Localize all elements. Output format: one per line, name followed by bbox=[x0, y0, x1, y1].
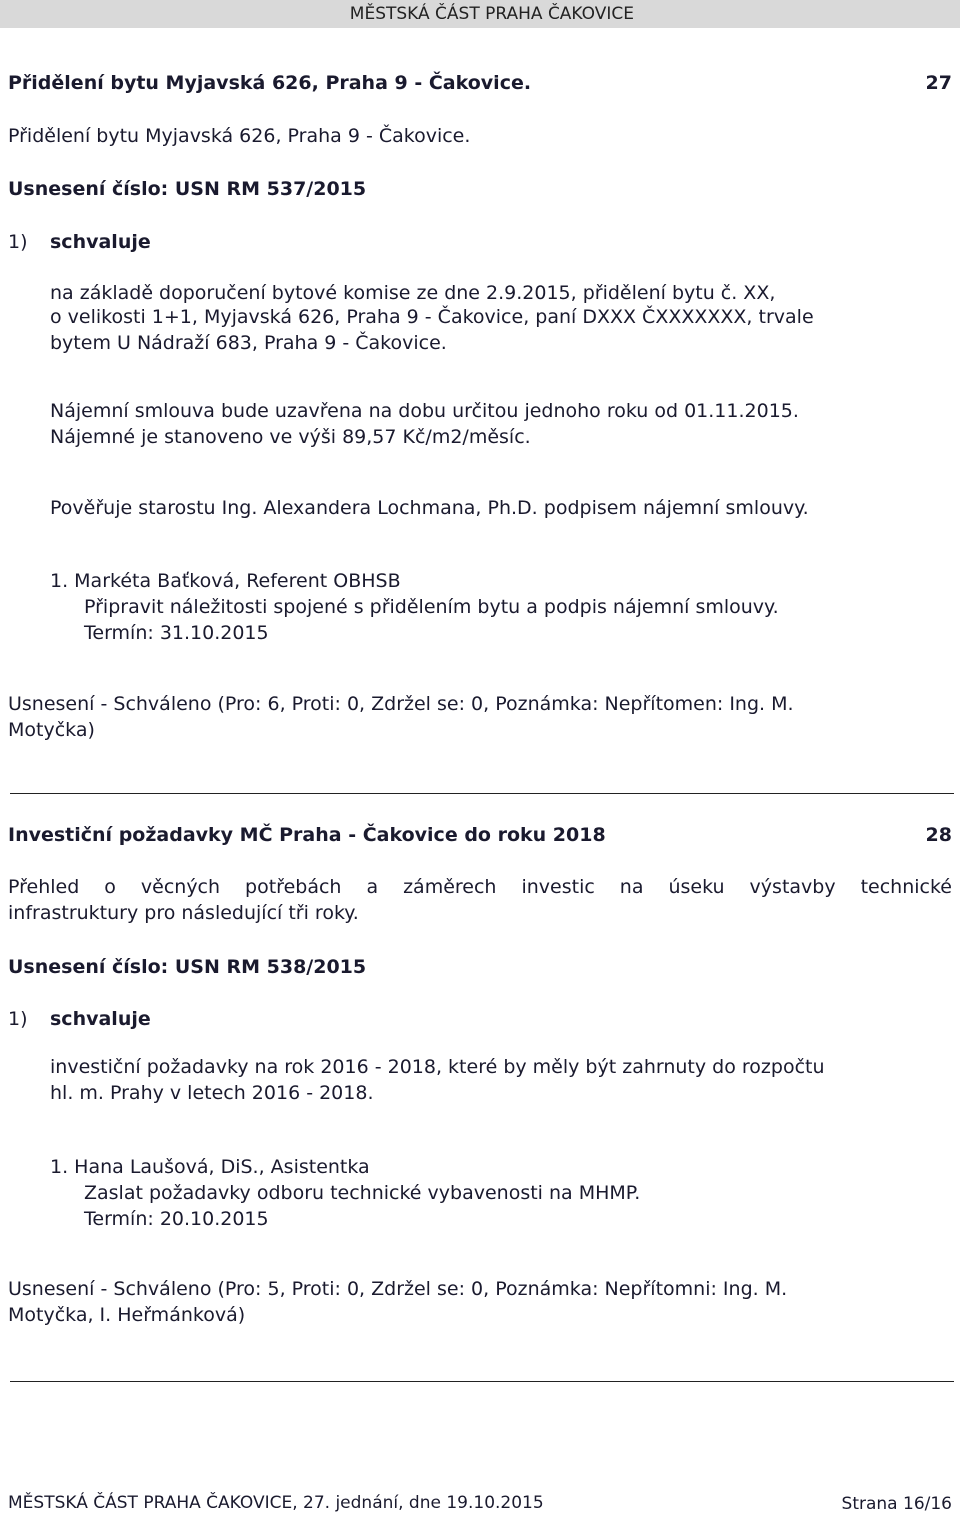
section-divider bbox=[10, 793, 954, 794]
item-27-task-deadline: Termín: 31.10.2015 bbox=[84, 622, 269, 644]
item-28-task-text: Zaslat požadavky odboru technické vybavenosti na MHMP. bbox=[84, 1182, 641, 1204]
item-28-body-line: investiční požadavky na rok 2016 - 2018, které by měly být zahrnuty do rozpočtu bbox=[50, 1056, 825, 1078]
item-27-task-text: Připravit náležitosti spojené s přidělením bytu a podpis nájemní smlouvy. bbox=[84, 596, 779, 618]
item-27-body-line: o velikosti 1+1, Myjavská 626, Praha 9 - Čakovice, paní DXXX ČXXXXXXX, trvale bbox=[50, 306, 814, 328]
item-28-intro-line: infrastruktury pro následující tři roky. bbox=[8, 902, 359, 924]
item-27-resolution: Usnesení číslo: USN RM 537/2015 bbox=[8, 178, 367, 200]
item-28-vote-line: Usnesení - Schváleno (Pro: 5, Proti: 0, Zdržel se: 0, Poznámka: Nepřítomni: Ing. M. bbox=[8, 1278, 788, 1300]
item-28-point-label: schvaluje bbox=[50, 1008, 151, 1030]
item-27-subtitle: Přidělení bytu Myjavská 626, Praha 9 - Čakovice. bbox=[8, 125, 471, 147]
item-28-task-person: 1. Hana Laušová, DiS., Asistentka bbox=[50, 1156, 370, 1178]
item-27-point-label: schvaluje bbox=[50, 231, 151, 253]
item-28-point-no: 1) bbox=[8, 1008, 28, 1030]
item-28-heading: Investiční požadavky MČ Praha - Čakovice do roku 2018 bbox=[8, 824, 606, 846]
item-27-contract-line: Nájemní smlouva bude uzavřena na dobu určitou jednoho roku od 01.11.2015. bbox=[50, 400, 799, 422]
item-28-vote-line: Motyčka, I. Heřmánková) bbox=[8, 1304, 246, 1326]
item-27-vote-line: Usnesení - Schváleno (Pro: 6, Proti: 0, Zdržel se: 0, Poznámka: Nepřítomen: Ing. M. bbox=[8, 693, 794, 715]
item-27-heading: Přidělení bytu Myjavská 626, Praha 9 - Čakovice. bbox=[8, 72, 532, 94]
item-27-task-person: 1. Markéta Baťková, Referent OBHSB bbox=[50, 570, 401, 592]
item-27-body-line: na základě doporučení bytové komise ze dne 2.9.2015, přidělení bytu č. XX, bbox=[50, 282, 776, 304]
footer-left: MĚSTSKÁ ČÁST PRAHA ČAKOVICE, 27. jednání, dne 19.10.2015 bbox=[8, 1493, 544, 1513]
item-28-number: 28 bbox=[925, 824, 952, 846]
item-28-intro-line: Přehled o věcných potřebách a záměrech investic na úseku výstavby technické bbox=[8, 876, 952, 898]
item-27-point-no: 1) bbox=[8, 231, 28, 253]
footer-page-number: Strana 16/16 bbox=[841, 1494, 952, 1514]
item-28-task-deadline: Termín: 20.10.2015 bbox=[84, 1208, 269, 1230]
section-divider bbox=[10, 1381, 954, 1382]
item-27-contract-line: Nájemné je stanoveno ve výši 89,57 Kč/m2/měsíc. bbox=[50, 426, 531, 448]
item-28-resolution: Usnesení číslo: USN RM 538/2015 bbox=[8, 956, 367, 978]
item-28-body-line: hl. m. Prahy v letech 2016 - 2018. bbox=[50, 1082, 374, 1104]
item-27-number: 27 bbox=[925, 72, 952, 94]
page-header bbox=[0, 0, 960, 28]
item-27-body-line: bytem U Nádraží 683, Praha 9 - Čakovice. bbox=[50, 332, 447, 354]
item-27-authorize: Pověřuje starostu Ing. Alexandera Lochmana, Ph.D. podpisem nájemní smlouvy. bbox=[50, 497, 809, 519]
item-27-vote-line: Motyčka) bbox=[8, 719, 95, 741]
header-title: MĚSTSKÁ ČÁST PRAHA ČAKOVICE bbox=[349, 4, 634, 24]
